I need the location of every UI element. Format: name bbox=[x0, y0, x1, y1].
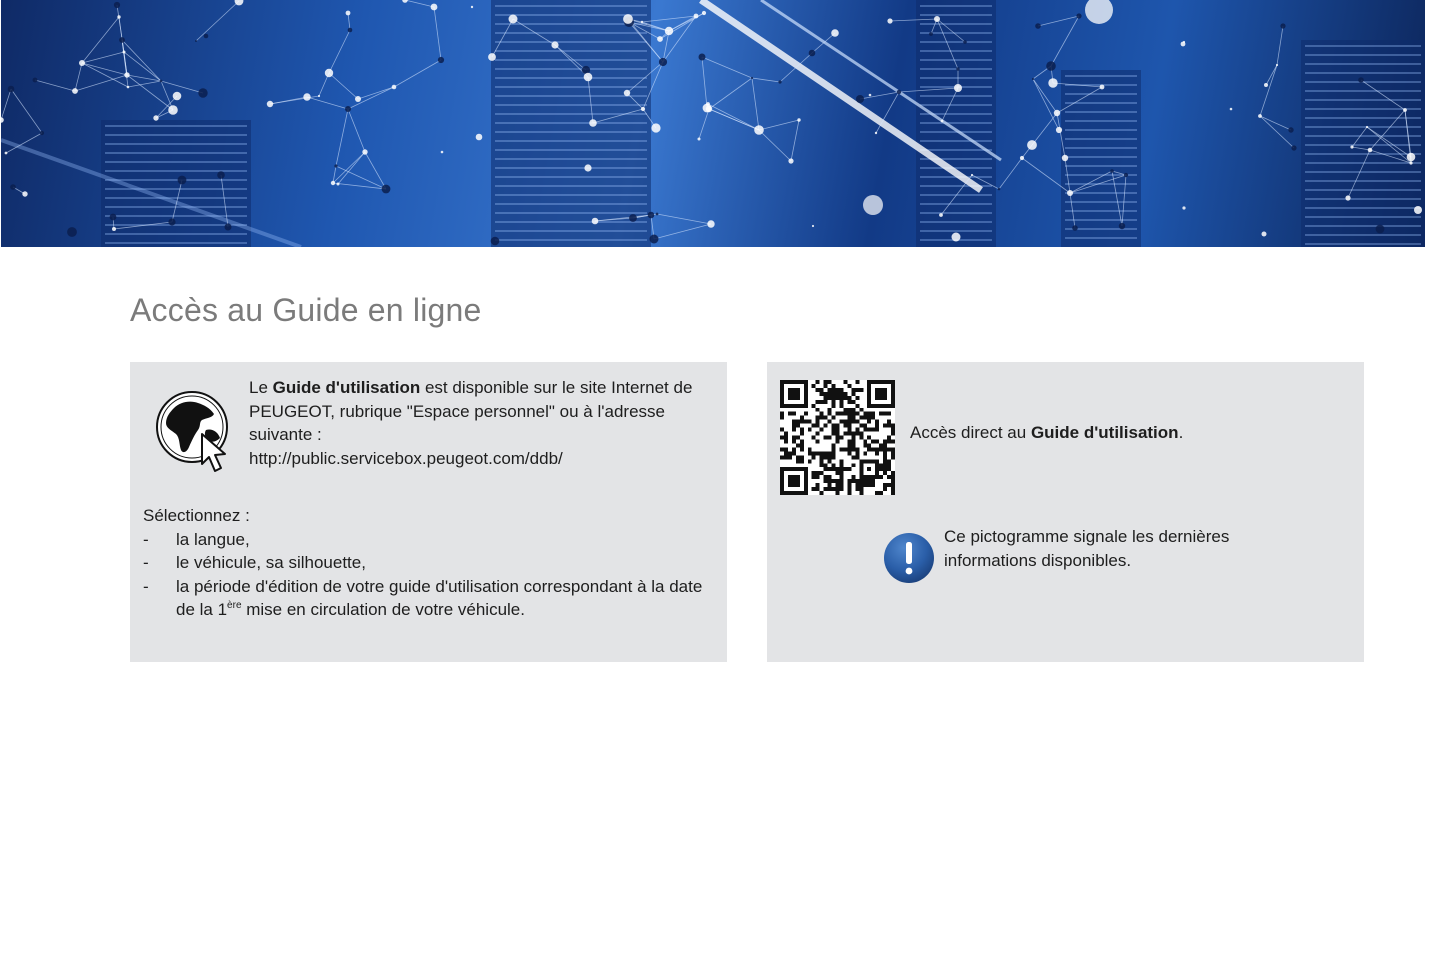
list-dash: - bbox=[143, 529, 149, 549]
list-item bbox=[143, 528, 713, 552]
direct-access-text-after: . bbox=[1178, 423, 1184, 442]
list-item-text-after: mise en circulation de votre véhicule. bbox=[241, 600, 525, 620]
guide-url: http://public.servicebox.peugeot.com/ddb/ bbox=[249, 448, 563, 468]
select-label: Sélectionnez : bbox=[143, 506, 250, 525]
guide-name-bold: Guide d'utilisation bbox=[272, 378, 421, 397]
list-item bbox=[143, 551, 713, 575]
page-title: Accès au Guide en ligne bbox=[130, 292, 482, 328]
intro-text-part2: est disponible sur le site Internet de PEUGEOT, rubrique "Espace personnel" ou à l'adresse suivante : bbox=[249, 378, 693, 445]
list-dash: - bbox=[143, 553, 149, 573]
ordinal-superscript: ère bbox=[227, 600, 242, 612]
online-guide-card bbox=[130, 362, 727, 662]
selection-instructions bbox=[143, 504, 713, 622]
qr-code-icon[interactable] bbox=[780, 380, 895, 495]
network-city-illustration bbox=[1, 0, 1425, 247]
direct-access-card bbox=[767, 362, 1364, 662]
list-item bbox=[143, 575, 713, 622]
list-item-text: le véhicule, sa silhouette, bbox=[176, 553, 366, 573]
direct-access-text bbox=[910, 421, 1183, 445]
list-dash: - bbox=[143, 576, 149, 596]
list-item-text-before: la période d'édition de votre guide d'utilisation correspondant à la date de la 1 bbox=[176, 576, 703, 620]
exclamation-info-icon bbox=[883, 532, 935, 584]
globe-with-cursor-icon bbox=[154, 390, 242, 478]
selection-list bbox=[143, 528, 713, 622]
direct-access-text-before: Accès direct au bbox=[910, 423, 1031, 442]
info-pictogram-text: Ce pictogramme signale les dernières informations disponibles. bbox=[944, 527, 1230, 570]
list-item-text: la langue, bbox=[176, 529, 250, 549]
intro-text-part1: Le bbox=[249, 378, 273, 397]
header-banner-image bbox=[1, 0, 1425, 247]
guide-name-bold: Guide d'utilisation bbox=[1030, 423, 1179, 442]
guide-availability-text bbox=[249, 376, 709, 470]
